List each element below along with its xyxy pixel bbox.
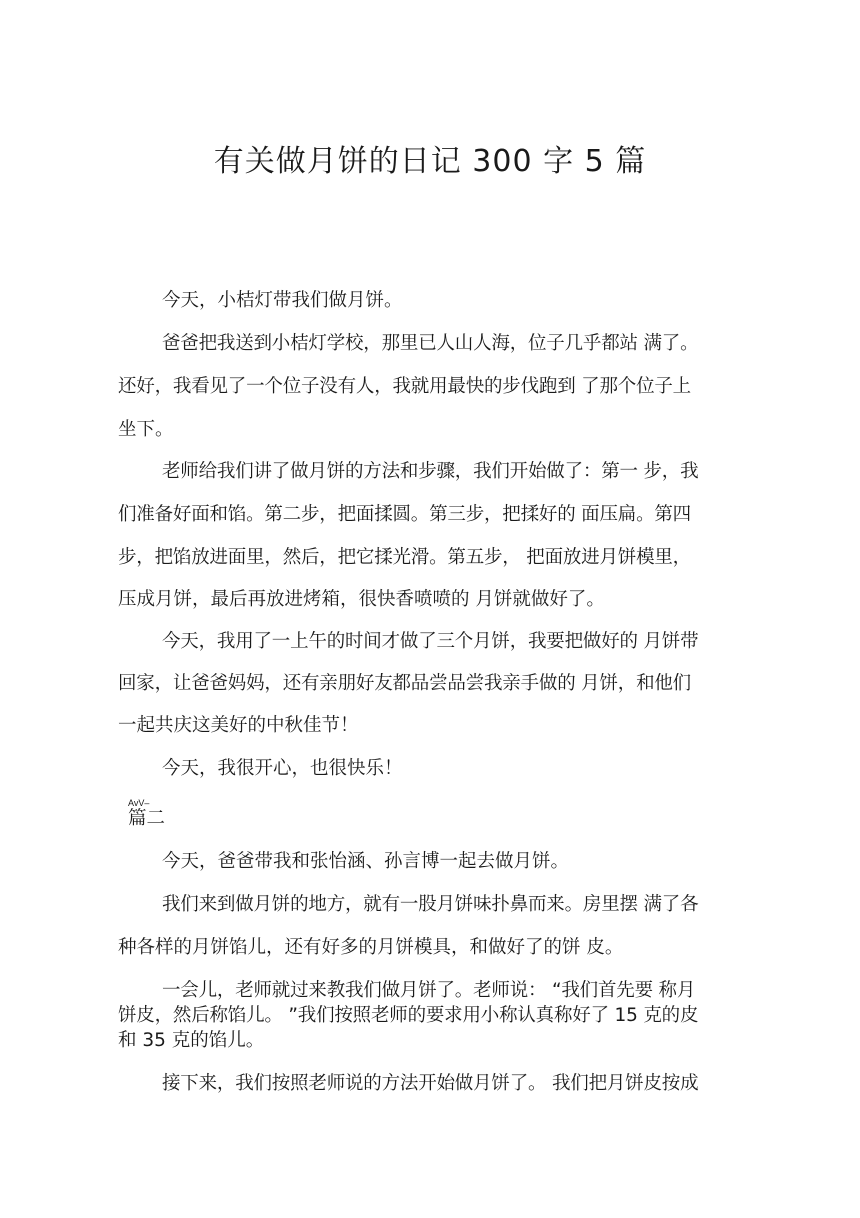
paragraph-line: 一起共庆这美好的中秋佳节！	[118, 715, 359, 736]
paragraph-line: 我们来到做月饼的地方，就有一股月饼味扑鼻而来。房里摆 满了各	[162, 894, 699, 915]
section-heading-label: 篇二	[128, 808, 166, 829]
heading-artifact: AvV–	[128, 798, 150, 808]
paragraph-line: 今天，小桔灯带我们做月饼。	[162, 290, 403, 311]
paragraph-line: 今天，爸爸带我和张怡涵、孙言博一起去做月饼。	[162, 851, 570, 872]
paragraph-line: 老师给我们讲了做月饼的方法和步骤，我们开始做了：第一 步，我	[162, 461, 699, 482]
paragraph-line: 和 35 克的馅儿。	[118, 1030, 265, 1051]
paragraph-line: 一会儿，老师就过来教我们做月饼了。老师说： “我们首先要 称月	[162, 980, 696, 1001]
paragraph-line: 压成月饼，最后再放进烤箱，很快香喷喷的 月饼就做好了。	[118, 589, 605, 610]
paragraph-line: 们准备好面和馅。第二步，把面揉圆。第三步，把揉好的 面压扁。第四	[118, 504, 691, 525]
paragraph-line: 种各样的月饼馅儿，还有好多的月饼模具，和做好了的饼 皮。	[118, 937, 624, 958]
paragraph-line: 今天，我很开心，也很快乐！	[162, 758, 403, 779]
paragraph-line: 坐下。	[118, 419, 174, 440]
document-title: 有关做月饼的日记 300 字 5 篇	[213, 144, 647, 179]
paragraph-line: 步，把馅放进面里，然后，把它揉光滑。第五步， 把面放进月饼模里，	[118, 547, 691, 568]
paragraph-line: 接下来，我们按照老师说的方法开始做月饼了。 我们把月饼皮按成	[162, 1073, 699, 1094]
paragraph-line: 回家，让爸爸妈妈，还有亲朋好友都品尝品尝我亲手做的 月饼，和他们	[118, 673, 691, 694]
paragraph-line: 今天，我用了一上午的时间才做了三个月饼，我要把做好的 月饼带	[162, 631, 699, 652]
paragraph-line: 饼皮，然后称馅儿。 ”我们按照老师的要求用小称认真称好了 15 克的皮	[118, 1005, 699, 1026]
section-heading	[128, 798, 176, 830]
paragraph-line: 还好，我看见了一个位子没有人，我就用最快的步伐跑到 了那个位子上	[118, 376, 691, 397]
paragraph-line: 爸爸把我送到小桔灯学校，那里已人山人海，位子几乎都站 满了。	[162, 333, 699, 354]
